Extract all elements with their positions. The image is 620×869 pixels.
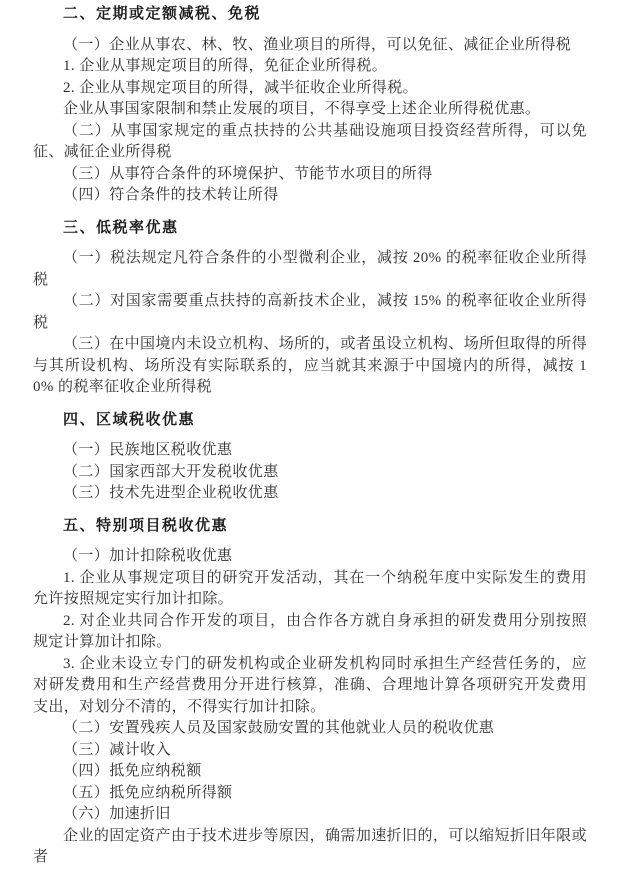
paragraph: （三）减计收入 [63,741,171,758]
section-heading: 二、定期或定额减税、免税 [63,5,262,22]
paragraph: （四）符合条件的技术转让所得 [63,187,279,203]
section [33,409,587,505]
paragraph: 3. 企业未设立专门的研发机构或企业研发机构同时承担生产经营任务的，应对研发费用和生产经营费用分开进行核算，准确、合理地计算各项研究开发费用支出，对划分不清的，不得实行加计扣除。 [33,655,587,715]
paragraph: （一）民族地区税收优惠 [63,442,233,458]
section-heading: 五、特别项目税收优惠 [63,516,229,534]
paragraph: （二）安置残疾人员及国家鼓励安置的其他就业人员的税收优惠 [63,720,495,736]
paragraph: （三）在中国境内未设立机构、场所的，或者虽设立机构、场所但取得的所得与其所设机构、场所没有实际联系的，应当就其来源于中国境内的所得，减按 10% 的税率征收企业所得税 [33,336,587,395]
paragraph: 1. 企业从事规定项目的所得，免征企业所得税。 [63,58,388,74]
paragraph: （一）企业从事农、林、牧、渔业项目的所得，可以免征、减征企业所得税 [63,36,572,53]
paragraph: 2. 对企业共同合作开发的项目，由合作各方就自身承担的研发费用分别按照规定计算加计扣除。 [33,612,587,650]
section [33,3,587,207]
paragraph: （三）从事符合条件的环境保护、节能节水项目的所得 [63,165,433,182]
section [33,515,587,869]
paragraph: （六）加速折旧 [63,806,171,822]
section-heading: 三、低税率优惠 [63,218,179,236]
paragraph: （二）国家西部大开发税收优惠 [63,463,279,480]
paragraph: （一）税法规定凡符合条件的小型微利企业，减按 20% 的税率征收企业所得税 [33,250,587,288]
paragraph: （五）抵免应纳税所得额 [63,784,233,801]
paragraph: （三）技术先进型企业税收优惠 [63,485,279,501]
section-heading: 四、区域税收优惠 [63,410,196,428]
paragraph: （二）对国家需要重点扶持的高新技术企业，减按 15% 的税率征收企业所得税 [33,293,587,331]
paragraph: 企业从事国家限制和禁止发展的项目，不得享受上述企业所得税优惠。 [63,101,541,117]
paragraph: 2. 企业从事规定项目的所得，减半征收企业所得税。 [63,79,419,96]
paragraph: （一）加计扣除税收优惠 [63,548,233,564]
section [33,217,587,399]
paragraph: 1. 企业从事规定项目的研究开发活动，其在一个纳税年度中实际发生的费用允许按照规定实行加计扣除。 [33,569,587,607]
paragraph: （二）从事国家规定的重点扶持的公共基础设施项目投资经营所得，可以免征、减征企业所得税 [33,122,587,160]
paragraph: 企业的固定资产由于技术进步等原因，确需加速折旧的，可以缩短折旧年限或者 [33,827,587,865]
paragraph: （四）抵免应纳税额 [63,763,202,779]
